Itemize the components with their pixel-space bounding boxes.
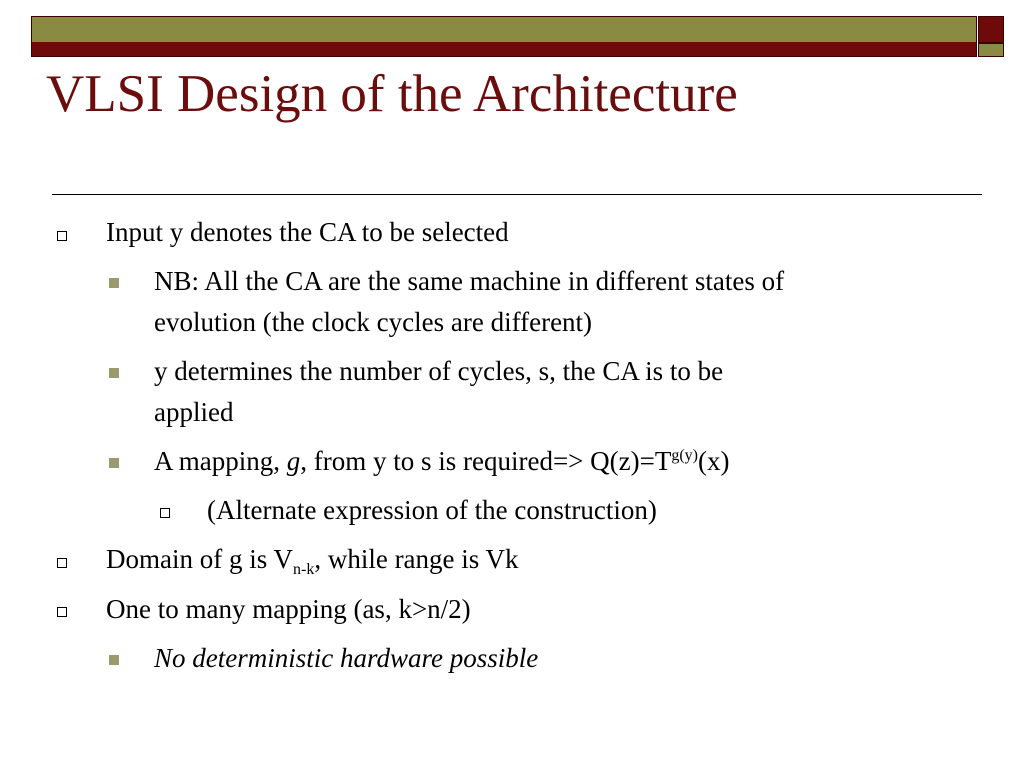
slide-title: VLSI Design of the Architecture — [46, 65, 738, 123]
bullet-text: (Alternate expression of the construction) — [207, 495, 657, 525]
bullet-text: Input y denotes the CA to be selected — [106, 217, 509, 247]
header-band-maroon-stripe — [32, 42, 976, 56]
formula-superscript: g(y) — [671, 447, 698, 464]
filled-square-bullet-icon — [109, 655, 119, 665]
formula-text-post: (x) — [698, 446, 730, 476]
bullet-text-formula — [106, 539, 519, 580]
bullet-text-line: y determines the number of cycles, s, the CA is to be — [154, 356, 724, 386]
bullet-text-formula — [154, 441, 729, 482]
header-corner-square-olive — [978, 43, 1004, 57]
bullet-text-line: evolution (the clock cycles are different) — [154, 307, 593, 337]
hollow-square-bullet-icon — [57, 607, 67, 617]
hollow-square-bullet-icon — [160, 508, 170, 518]
formula-subscript: n-k — [293, 561, 315, 578]
title-divider — [52, 194, 982, 195]
formula-text-mid: , from y to s is required=> Q(z)=T — [300, 446, 672, 476]
header-corner-square-maroon — [978, 16, 1004, 43]
header-band-olive-stripe — [32, 17, 976, 43]
filled-square-bullet-icon — [109, 458, 119, 468]
hollow-square-bullet-icon — [57, 558, 67, 568]
bullet-text-line: applied — [154, 397, 234, 427]
hollow-square-bullet-icon — [57, 231, 67, 241]
bullet-text: No deterministic hardware possible — [154, 643, 539, 673]
formula-text-pre: A mapping, — [154, 446, 287, 476]
filled-square-bullet-icon — [109, 278, 119, 288]
bullet-text-line: NB: All the CA are the same machine in different states of — [154, 266, 785, 296]
bullet-text: One to many mapping (as, k>n/2) — [106, 594, 471, 624]
formula-variable: g — [286, 446, 301, 476]
filled-square-bullet-icon — [109, 368, 119, 378]
formula-text-post: , while range is Vk — [314, 544, 519, 574]
header-decoration-band — [31, 16, 977, 57]
formula-text-pre: Domain of g is V — [106, 544, 293, 574]
